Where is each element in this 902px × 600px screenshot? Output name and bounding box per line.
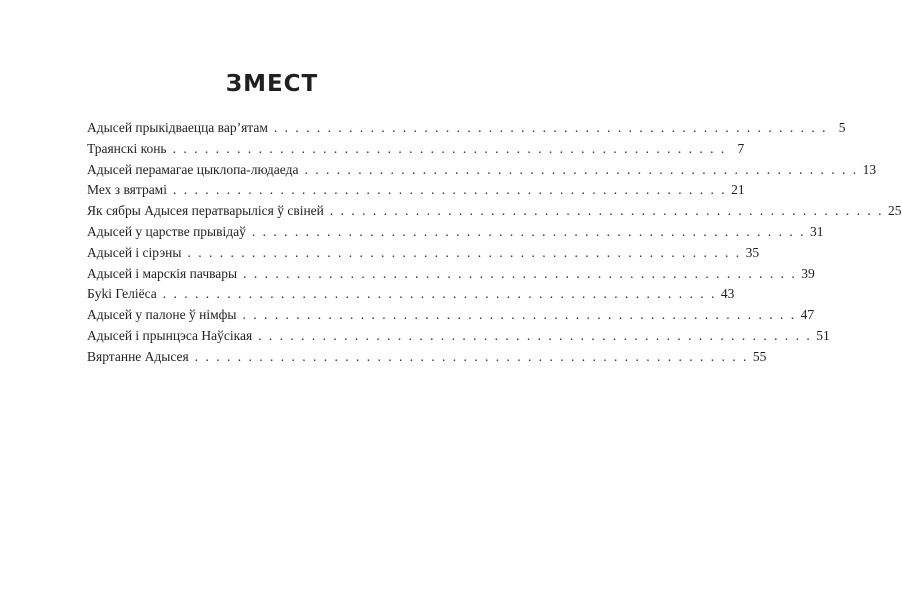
toc-entry-title: Адысей прыкідваецца вар’ятам <box>87 120 268 135</box>
toc-entry-title: Мех з вятрамі <box>87 182 167 198</box>
dot-leader: . . . . . . . . . . . . . . . . . . . . . . . . . . . . . . . . . . . . . . . . . . . . . . . . . . . . <box>194 348 749 364</box>
dot-leader: . . . . . . . . . . . . . . . . . . . . . . . . . . . . . . . . . . . . . . . . . . . . . . . . . . . . <box>187 244 742 260</box>
toc-entry-page: 51 <box>816 327 830 343</box>
toc-entry-page: 35 <box>745 244 760 260</box>
table-of-contents <box>87 118 902 368</box>
toc-entry-title: Як сябры Адысея ператварыліся ў свіней <box>87 203 324 219</box>
toc-entry <box>87 326 830 347</box>
dot-leader: . . . . . . . . . . . . . . . . . . . . . . . . . . . . . . . . . . . . . . . . . . . . . . . . . . . . <box>242 307 797 323</box>
toc-entry <box>87 347 767 368</box>
toc-entry-page: 43 <box>720 286 735 302</box>
toc-entry <box>87 305 815 326</box>
toc-entry-title: Траянскі конь <box>87 140 167 156</box>
toc-entry-title: Адысей у палоне ў німфы <box>87 307 237 323</box>
toc-entry-page: 13 <box>862 161 877 177</box>
dot-leader: . . . . . . . . . . . . . . . . . . . . . . . . . . . . . . . . . . . . . . . . . . . . . . . . . . . . <box>304 161 859 177</box>
toc-entry <box>87 139 745 160</box>
dot-leader: . . . . . . . . . . . . . . . . . . . . . . . . . . . . . . . . . . . . . . . . . . . . . . . . . . . . <box>162 286 717 302</box>
dot-leader: . . . . . . . . . . . . . . . . . . . . . . . . . . . . . . . . . . . . . . . . . . . . . . . . . . . . <box>172 140 727 156</box>
toc-entry <box>87 222 824 243</box>
toc-entry-title: Адысей і марскія пачвары <box>87 265 238 281</box>
toc-entry-page: 55 <box>752 348 767 364</box>
toc-entry <box>87 180 745 201</box>
toc-entry <box>87 243 760 264</box>
toc-entry <box>87 284 735 305</box>
toc-entry <box>87 160 877 181</box>
toc-entry <box>87 201 902 222</box>
toc-entry-title: Адысей і сірэны <box>87 244 182 260</box>
toc-entry-page: 47 <box>800 307 815 323</box>
toc-entry-page: 5 <box>838 120 846 135</box>
toc-entry-page: 7 <box>737 140 745 156</box>
page-title: ЗМЕСТ <box>225 71 319 97</box>
toc-entry-page: 39 <box>801 265 815 281</box>
toc-entry <box>87 118 846 139</box>
dot-leader: . . . . . . . . . . . . . . . . . . . . . . . . . . . . . . . . . . . . . . . . . . . . . . . . . . . . <box>172 182 727 198</box>
toc-entry-page: 21 <box>731 182 745 198</box>
toc-entry-page: 31 <box>810 223 824 239</box>
toc-entry-title: Адысей перамагае цыклопа-людаеда <box>87 161 299 177</box>
toc-entry-title: Бykі Геліёса <box>87 286 157 302</box>
dot-leader: . . . . . . . . . . . . . . . . . . . . . . . . . . . . . . . . . . . . . . . . . . . . . . . . . . . . <box>273 120 828 135</box>
dot-leader: . . . . . . . . . . . . . . . . . . . . . . . . . . . . . . . . . . . . . . . . . . . . . . . . . . . . <box>243 265 797 281</box>
dot-leader: . . . . . . . . . . . . . . . . . . . . . . . . . . . . . . . . . . . . . . . . . . . . . . . . . . . . <box>258 327 812 343</box>
dot-leader: . . . . . . . . . . . . . . . . . . . . . . . . . . . . . . . . . . . . . . . . . . . . . . . . . . . . <box>251 223 806 239</box>
toc-entry-title: Вяртанне Адысея <box>87 348 189 364</box>
toc-entry <box>87 264 815 285</box>
toc-entry-page: 25 <box>888 203 902 219</box>
toc-entry-title: Адысей у царстве прывідаў <box>87 223 246 239</box>
toc-entry-title: Адысей і прынцэса Наўсікая <box>87 327 253 343</box>
dot-leader: . . . . . . . . . . . . . . . . . . . . . . . . . . . . . . . . . . . . . . . . . . . . . . . . . . . . <box>329 203 884 219</box>
